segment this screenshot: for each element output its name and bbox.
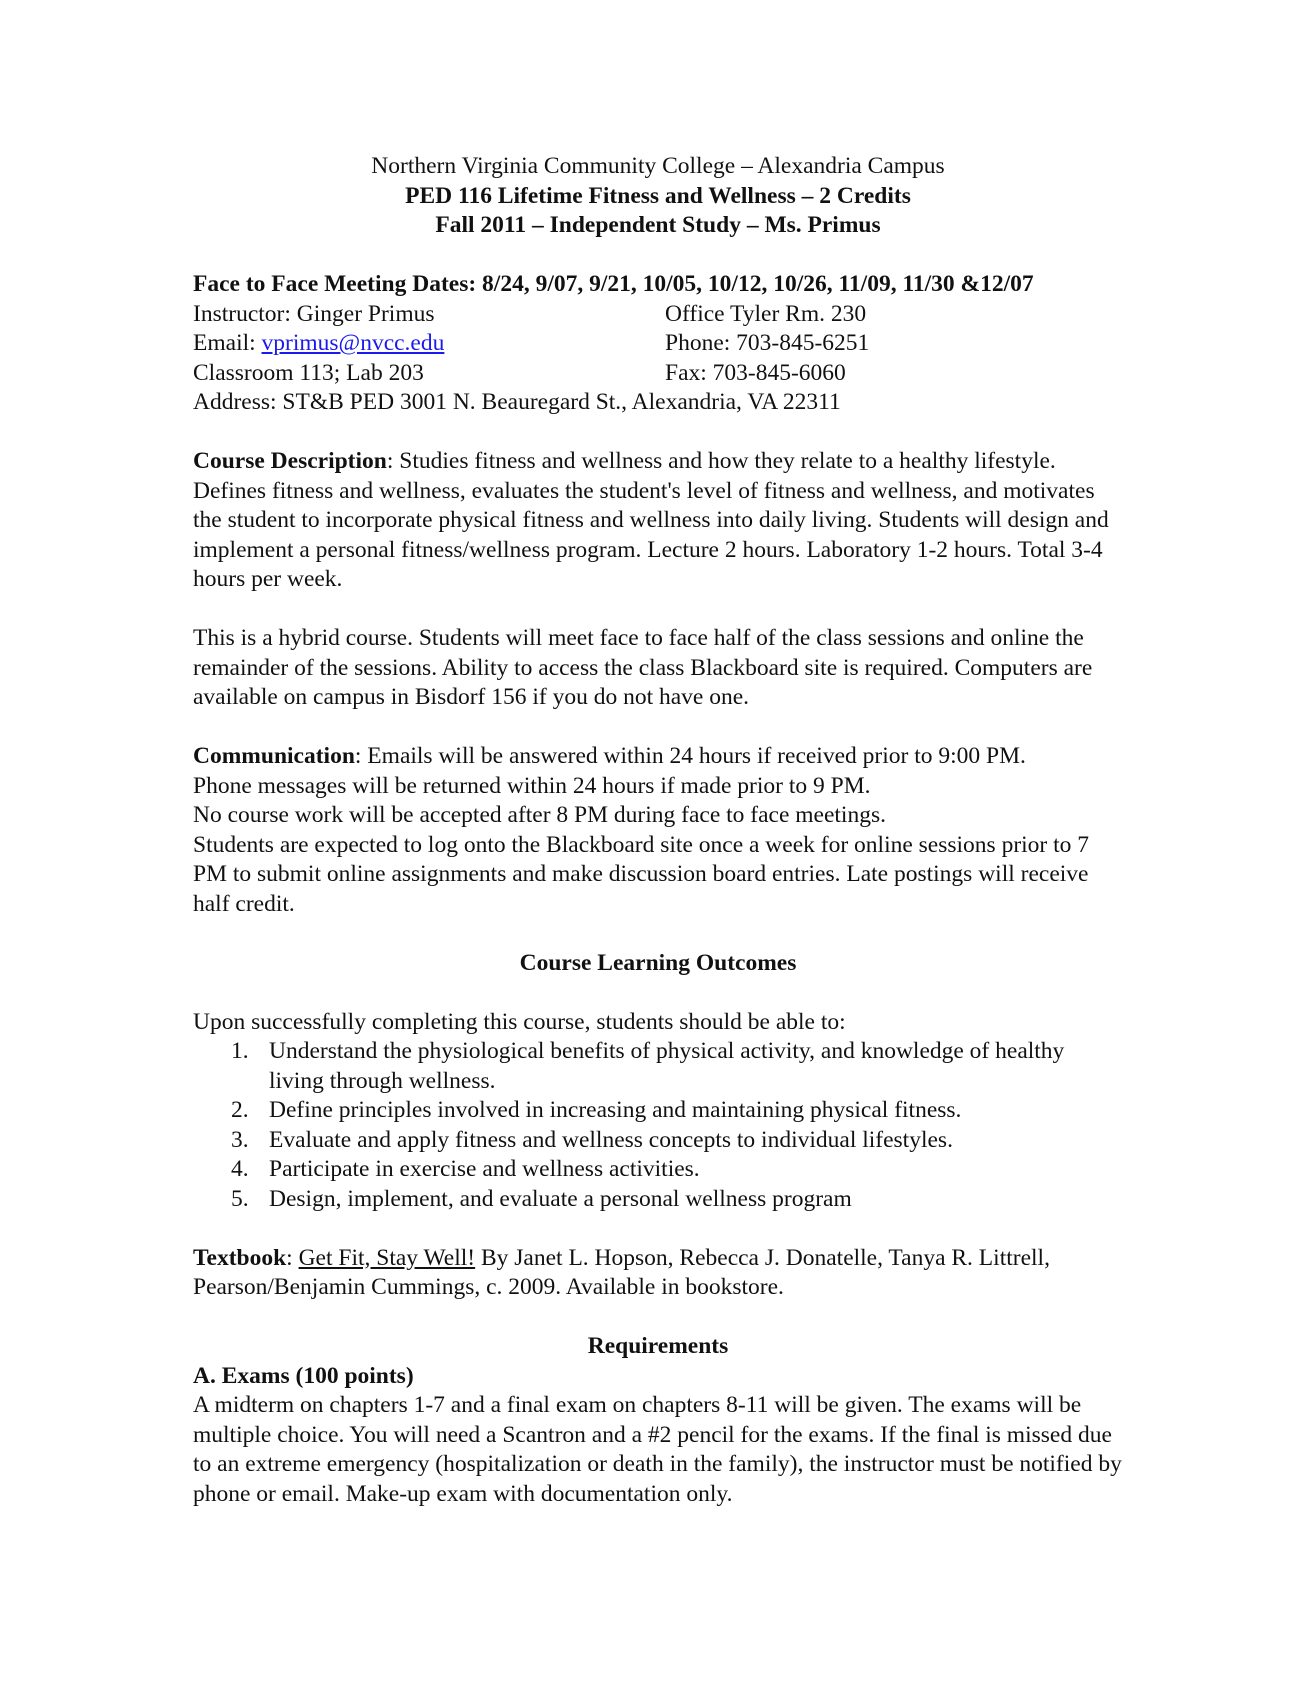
outcomes-list [193, 1037, 1123, 1214]
list-item [193, 1126, 1123, 1156]
course-description-text: : Studies fitness and wellness and how they relate to a healthy lifestyle. Defines fitness and wellness, evaluates the student's level of fitness and wellness, and motivates the student to incorporate physical fitness and wellness into daily living. Students will design and implement a personal fitness/wellness program. Lecture 2 hours. Laboratory 1-2 hours. Total 3-4 hours per week. [193, 448, 1109, 592]
email-line [193, 329, 665, 359]
requirements-heading: Requirements [587, 1333, 729, 1359]
list-item [193, 1185, 1123, 1215]
email-link[interactable]: vprimus@nvcc.edu [261, 330, 445, 356]
course-description-label: Course Description [193, 448, 387, 474]
header-block [193, 152, 1123, 241]
communication-line-3: No course work will be accepted after 8 PM during face to face meetings. [193, 802, 886, 828]
list-item-number: 3. [231, 1126, 249, 1153]
instructor-name: Instructor: Ginger Primus [193, 300, 435, 327]
communication-line-1: : Emails will be answered within 24 hours if received prior to 9:00 PM. [354, 743, 1026, 769]
fax-number: Fax: 703-845-6060 [665, 359, 846, 386]
contact-row-1 [193, 300, 1123, 330]
list-item-number: 4. [231, 1156, 249, 1182]
meeting-dates: Face to Face Meeting Dates: 8/24, 9/07, 9/21, 10/05, 10/12, 10/26, 11/09, 11/30 &12/07 [193, 271, 1034, 297]
email-label: Email: [193, 330, 262, 356]
list-item-number: 1. [231, 1038, 249, 1064]
outcomes-intro: Upon successfully completing this course, students should be able to: [193, 1008, 846, 1035]
syllabus-page [193, 152, 1123, 1509]
textbook-details: By Janet L. Hopson, Rebecca J. Donatelle, Tanya R. Littrell, Pearson/Benjamin Cummings, c. 2009. Available in bookstore. [193, 1244, 1050, 1300]
contact-row-3 [193, 359, 1123, 389]
office-location: Office Tyler Rm. 230 [665, 300, 867, 327]
communication-line-4: Students are expected to log onto the Blackboard site once a week for online sessions prior to 7 PM to submit online assignments and make discussion board entries. Late postings will receive half credit. [193, 831, 1090, 917]
textbook-label: Textbook [193, 1244, 287, 1271]
exams-heading: A. Exams (100 points) [193, 1362, 414, 1389]
list-item-text: Evaluate and apply fitness and wellness concepts to individual lifestyles. [269, 1126, 953, 1153]
list-item [193, 1037, 1123, 1096]
list-item-text: Define principles involved in increasing and maintaining physical fitness. [269, 1097, 962, 1123]
college-name: Northern Virginia Community College – Alexandria Campus [371, 153, 945, 179]
term-line: Fall 2011 – Independent Study – Ms. Primus [435, 212, 881, 238]
contact-row-2 [193, 329, 1123, 359]
list-item [193, 1096, 1123, 1126]
list-item-text: Design, implement, and evaluate a personal wellness program [269, 1185, 852, 1212]
list-item [193, 1155, 1123, 1185]
course-title: PED 116 Lifetime Fitness and Wellness – 2 Credits [405, 182, 911, 209]
textbook-title: Get Fit, Stay Well! [298, 1244, 476, 1271]
outcomes-heading: Course Learning Outcomes [519, 949, 797, 976]
address-line: Address: ST&B PED 3001 N. Beauregard St., Alexandria, VA 22311 [193, 389, 841, 415]
textbook-paragraph [193, 1244, 1123, 1303]
exams-paragraph: A midterm on chapters 1-7 and a final exam on chapters 8-11 will be given. The exams will be multiple choice. You will need a Scantron and a #2 pencil for the exams. If the final is missed due to an extreme emergency (hospitalization or death in the family), the instructor must be notified by phone or email. Make-up exam with documentation only. [193, 1392, 1122, 1507]
communication-label: Communication [193, 743, 355, 769]
textbook-colon: : [286, 1244, 299, 1271]
course-description [193, 447, 1123, 595]
list-item-text: Understand the physiological benefits of physical activity, and knowledge of healthy living through wellness. [269, 1038, 1065, 1094]
hybrid-course-paragraph: This is a hybrid course. Students will meet face to face half of the class sessions and online the remainder of the sessions. Ability to access the class Blackboard site is required. Computers are available on campus in Bisdorf 156 if you do not have one. [193, 625, 1093, 710]
phone-number: Phone: 703-845-6251 [665, 330, 870, 356]
classroom-info: Classroom 113; Lab 203 [193, 359, 424, 386]
communication-line-2: Phone messages will be returned within 24 hours if made prior to 9 PM. [193, 772, 871, 799]
list-item-text: Participate in exercise and wellness activities. [269, 1156, 700, 1182]
list-item-number: 5. [231, 1185, 249, 1212]
communication-section [193, 742, 1123, 919]
list-item-number: 2. [231, 1097, 249, 1123]
